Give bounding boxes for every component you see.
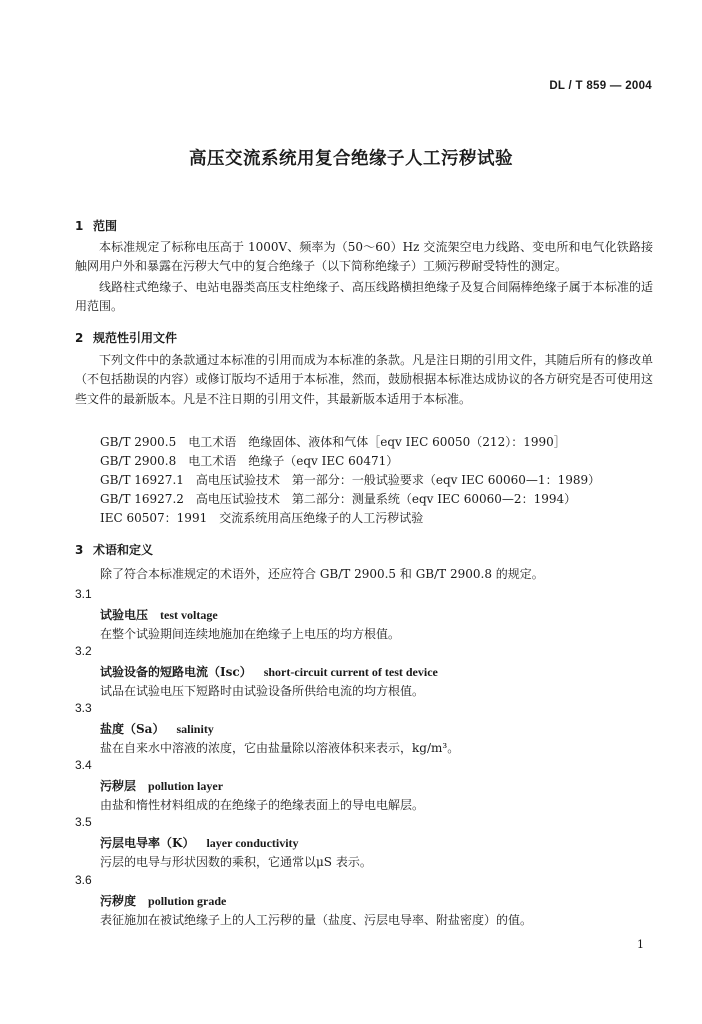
reference-item: IEC 60507：1991 交流系统用高压绝缘子的人工污秽试验 — [100, 511, 424, 525]
term-cn: 污秽层 — [100, 779, 137, 793]
term-en: test voltage — [160, 608, 218, 622]
term-definition: 表征施加在被试绝缘子上的人工污秽的量（盐度、污层电导率、附盐密度）的值。 — [100, 913, 533, 927]
term-en: salinity — [176, 722, 214, 736]
term-cn: 污层电导率 — [100, 836, 161, 850]
term-cn: 污秽度 — [100, 894, 137, 908]
term-definition: 由盐和惰性材料组成的在绝缘子的绝缘表面上的导电电解层。 — [100, 798, 425, 812]
term-en: pollution grade — [148, 894, 227, 908]
term-cn: 试验电压 — [100, 608, 149, 622]
section-1-heading — [75, 217, 117, 234]
section-number: 1 — [75, 219, 84, 233]
term-definition: 在整个试验期间连续地施加在绝缘子上电压的均方根值。 — [100, 627, 401, 641]
page-number: 1 — [637, 938, 644, 951]
term-symbol: （K） — [160, 836, 195, 850]
document-title: 高压交流系统用复合绝缘子人工污秽试验 — [189, 149, 513, 169]
section-2-paragraph: 下列文件中的条款通过本标准的引用而成为本标准的条款。凡是注日期的引用文件，其随后所有的修改单（不包括勘误的内容）或修订版均不适用于本标准，然而，鼓励根据本标准达成协议的各方研究是否可使用这些文件的最新版本。凡是不注日期的引用文件，其最新版本适用于本标准。 — [75, 353, 653, 406]
term-symbol: （Sa） — [124, 722, 165, 736]
term-title — [100, 663, 438, 680]
term-en: layer conductivity — [206, 836, 299, 850]
section-title: 规范性引用文件 — [93, 331, 178, 345]
term-number: 3.6 — [75, 873, 92, 887]
reference-item: GB/T 2900.8 电工术语 绝缘子（eqv IEC 60471） — [100, 454, 399, 468]
term-en: short-circuit current of test device — [263, 665, 438, 679]
term-title — [100, 892, 226, 909]
term-cn: 盐度 — [100, 722, 125, 736]
section-1-paragraph-2: 线路柱式绝缘子、电站电器类高压支柱绝缘子、高压线路横担绝缘子及复合间隔棒绝缘子属于本标准的适用范围。 — [75, 280, 653, 314]
term-number: 3.2 — [75, 644, 92, 658]
term-number: 3.5 — [75, 815, 92, 829]
section-number: 3 — [75, 543, 84, 557]
section-2-heading — [75, 329, 177, 346]
section-3-heading — [75, 541, 153, 558]
term-cn: 试验设备的短路电流 — [100, 665, 209, 679]
section-title: 术语和定义 — [93, 543, 154, 557]
term-number: 3.1 — [75, 587, 92, 601]
reference-item: GB/T 16927.1 高电压试验技术 第一部分：一般试验要求（eqv IEC 60060—1：1989） — [100, 473, 601, 487]
reference-item: GB/T 16927.2 高电压试验技术 第二部分：测量系统（eqv IEC 60060—2：1994） — [100, 492, 577, 506]
term-definition: 污层的电导与形状因数的乘积，它通常以μS 表示。 — [100, 855, 372, 869]
reference-item: GB/T 2900.5 电工术语 绝缘固体、液体和气体［eqv IEC 60050（212）：1990］ — [100, 435, 566, 449]
term-en: pollution layer — [148, 779, 224, 793]
term-title — [100, 606, 218, 623]
section-1-paragraph-1: 本标准规定了标称电压高于 1000V、频率为（50～60）Hz 交流架空电力线路、变电所和电气化铁路接触网用户外和暴露在污秽大气中的复合绝缘子（以下简称绝缘子）工频污秽耐受特性的测定。 — [75, 240, 653, 274]
term-definition: 盐在自来水中溶液的浓度，它由盐量除以溶液体积来表示，kg/m³。 — [100, 741, 460, 755]
section-3-intro: 除了符合本标准规定的术语外，还应符合 GB/T 2900.5 和 GB/T 2900.8 的规定。 — [100, 567, 544, 581]
term-number: 3.4 — [75, 758, 92, 772]
standard-code: DL / T 859 — 2004 — [549, 80, 652, 92]
term-definition: 试品在试验电压下短路时由试验设备所供给电流的均方根值。 — [100, 684, 425, 698]
term-title — [100, 777, 223, 794]
term-symbol: （Isc） — [208, 665, 252, 679]
section-title: 范围 — [93, 219, 118, 233]
term-number: 3.3 — [75, 701, 92, 715]
section-number: 2 — [75, 331, 84, 345]
term-title — [100, 720, 214, 737]
term-title — [100, 834, 299, 851]
